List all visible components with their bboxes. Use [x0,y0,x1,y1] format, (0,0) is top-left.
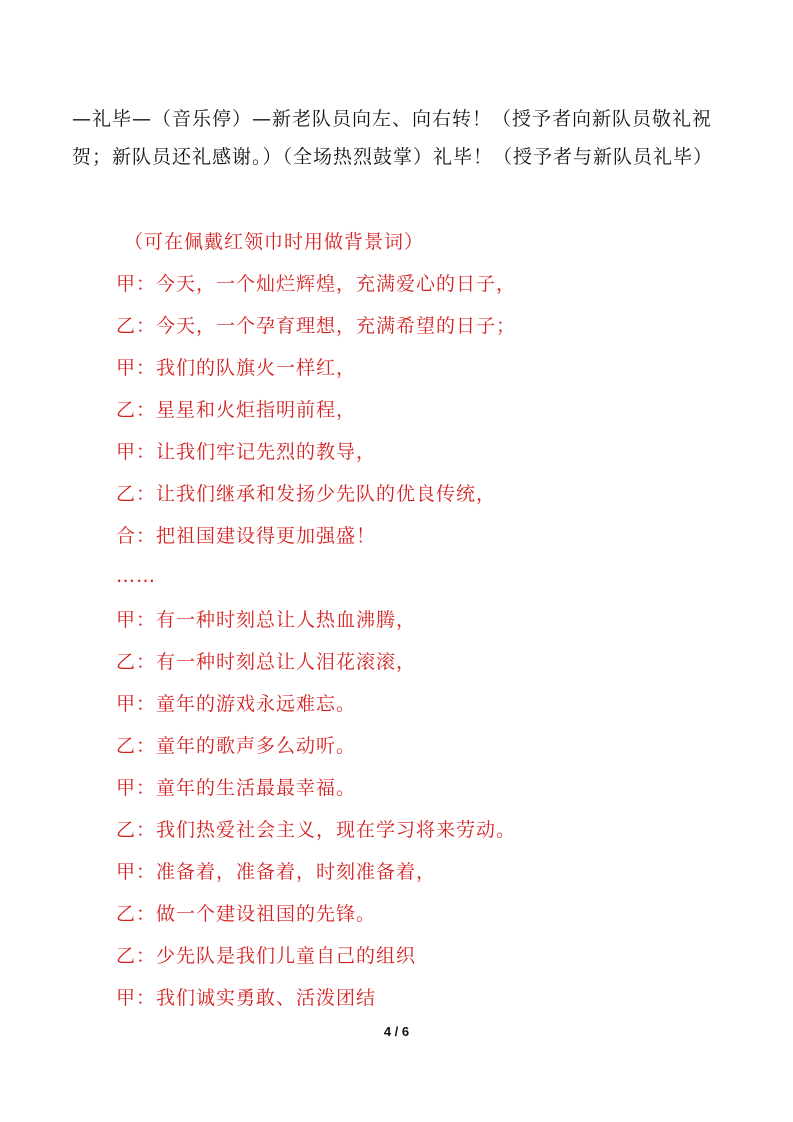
script-line: 乙：童年的歌声多么动听。 [116,735,357,757]
script-line: 甲：童年的生活最最幸福。 [116,777,357,799]
script-line: 甲：让我们牢记先烈的教导， [116,441,377,463]
script-line: 乙：让我们继承和发扬少先队的优良传统， [116,483,497,505]
script-line: 甲：今天，一个灿烂辉煌，充满爱心的日子， [116,273,517,295]
script-line: 乙：今天，一个孕育理想，充满希望的日子； [116,315,517,337]
script-line: 甲：有一种时刻总让人热血沸腾， [116,609,417,631]
page-number: 4 / 6 [383,1024,410,1039]
background-note: （可在佩戴红领巾时用做背景词） [124,231,425,253]
intro-paragraph: —礼毕—（音乐停）—新老队员向左、向右转！（授予者向新队员敬礼祝贺；新队员还礼感谢。）（全场热烈鼓掌）礼毕！（授予者与新队员礼毕） [72,108,714,168]
script-line: 乙：星星和火炬指明前程， [116,399,357,421]
script-line: 乙：我们热爱社会主义，现在学习将来劳动。 [116,819,517,841]
script-line: 乙：少先队是我们儿童自己的组织 [116,945,417,967]
script-line: 乙：做一个建设祖国的先锋。 [116,903,377,925]
script-line: 甲：我们的队旗火一样红， [116,357,357,379]
ellipsis-line: …… [116,565,156,587]
script-line: 甲：我们诚实勇敢、活泼团结 [116,987,377,1009]
script-line: 甲：童年的游戏永远难忘。 [116,693,357,715]
script-line: 甲：准备着，准备着，时刻准备着， [116,861,437,883]
script-line: 乙：有一种时刻总让人泪花滚滚， [116,651,417,673]
script-line: 合：把祖国建设得更加强盛！ [116,525,377,547]
